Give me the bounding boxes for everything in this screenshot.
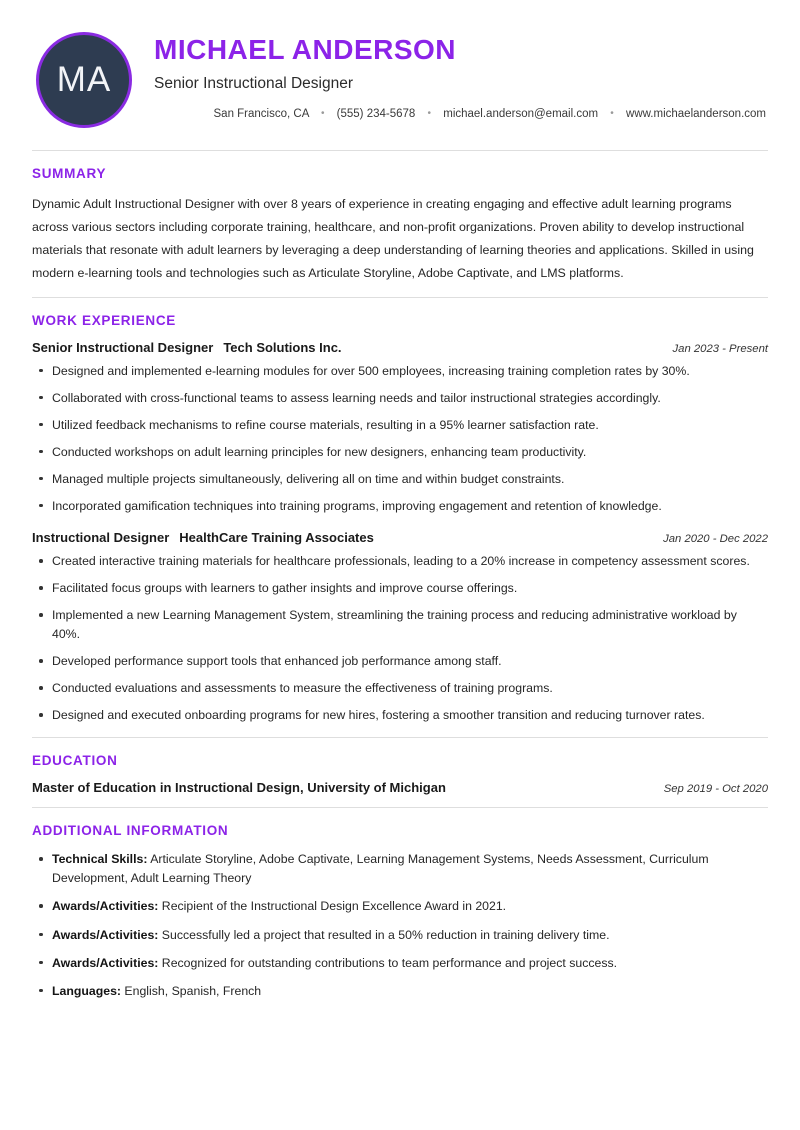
contact-separator-icon: •	[427, 108, 432, 120]
experience-entry-header	[32, 530, 768, 545]
experience-title-company	[32, 530, 374, 545]
additional-information-value: Recognized for outstanding contributions to team performance and project success.	[158, 955, 618, 970]
experience-bullet: Incorporated gamification techniques into training programs, improving engagement and retention of knowledge.	[32, 497, 768, 516]
additional-information-value: English, Spanish, French	[121, 983, 262, 998]
avatar-initials: MA	[56, 60, 112, 99]
experience-title-company	[32, 340, 342, 355]
section-divider	[32, 737, 768, 738]
additional-information-item	[32, 850, 768, 888]
additional-information-label: Awards/Activities:	[52, 899, 159, 914]
section-title-education: EDUCATION	[32, 753, 118, 769]
additional-information-label: Languages:	[52, 983, 122, 998]
experience-bullet: Created interactive training materials for healthcare professionals, leading to a 20% increase in competency assessment scores.	[32, 552, 768, 571]
section-summary	[32, 138, 768, 285]
experience-company: Tech Solutions Inc.	[223, 339, 342, 355]
education-body	[32, 780, 768, 795]
section-divider	[32, 297, 768, 298]
section-additional-information	[32, 795, 768, 1000]
section-divider	[32, 150, 768, 151]
section-title-work-experience: WORK EXPERIENCE	[32, 312, 177, 328]
summary-text: Dynamic Adult Instructional Designer with over 8 years of experience in creating engaging and effective adult learning programs across various sectors including corporate training, healthcare, and non-profit organizations. Proven ability to develop instructional materials that resonate with adult learners by leveraging a deep understanding of learning theories and applications. Skilled in using modern e-learning tools and technologies such as Articulate Storyline, Adobe Captivate, and LMS platforms.	[32, 197, 754, 280]
experience-bullet: Collaborated with cross-functional teams to assess learning needs and tailor instructional strategies accordingly.	[32, 389, 768, 408]
header-job-subtitle: Senior Instructional Designer	[154, 75, 354, 93]
additional-information-list	[32, 850, 768, 1000]
experience-bullet: Conducted workshops on adult learning principles for new designers, enhancing team productivity.	[32, 443, 768, 462]
experience-dates: Jan 2023 - Present	[672, 342, 768, 355]
experience-entry	[32, 340, 768, 516]
experience-bullet: Implemented a new Learning Management System, streamlining the training process and reducing administrative workload by 40%.	[32, 606, 768, 644]
experience-bullet: Managed multiple projects simultaneously, delivering all on time and within budget constraints.	[32, 470, 768, 489]
experience-bullet-list	[32, 362, 768, 516]
experience-bullet-list	[32, 552, 768, 725]
section-title-additional-information: ADDITIONAL INFORMATION	[32, 823, 229, 839]
section-title-summary: SUMMARY	[32, 166, 107, 181]
education-dates: Sep 2019 - Oct 2020	[663, 783, 768, 796]
experience-bullet: Conducted evaluations and assessments to measure the effectiveness of training programs.	[32, 679, 768, 698]
section-education	[32, 725, 768, 795]
section-work-experience	[32, 285, 768, 726]
additional-information-value: Recipient of the Instructional Design Excellence Award in 2021.	[158, 899, 507, 914]
experience-company: HealthCare Training Associates	[179, 530, 374, 546]
contact-separator-icon: •	[610, 108, 614, 120]
resume-header	[32, 0, 768, 138]
contact-line	[154, 108, 768, 120]
work-experience-body	[32, 340, 768, 726]
contact-location: San Francisco, CA	[213, 107, 309, 120]
additional-information-label: Awards/Activities:	[52, 955, 159, 970]
experience-entry-header	[32, 340, 768, 355]
page-title: MICHAEL ANDERSON	[154, 34, 457, 65]
experience-job-title: Senior Instructional Designer	[32, 339, 214, 355]
summary-body	[32, 193, 768, 285]
education-degree: Master of Education in Instructional Design, University of Michigan	[32, 780, 446, 796]
additional-information-item	[32, 982, 768, 1001]
additional-information-label: Awards/Activities:	[52, 927, 159, 942]
additional-information-body	[32, 850, 768, 1000]
additional-information-value: Articulate Storyline, Adobe Captivate, Learning Management Systems, Needs Assessment, Curriculum Development, Adult Learning Theory	[52, 852, 709, 886]
experience-bullet: Designed and executed onboarding programs for new hires, fostering a smoother transition and reducing turnover rates.	[32, 706, 768, 725]
additional-information-item	[32, 897, 768, 916]
additional-information-item	[32, 926, 768, 945]
contact-phone[interactable]: (555) 234-5678	[336, 107, 416, 120]
section-divider	[32, 807, 768, 808]
experience-bullet: Developed performance support tools that enhanced job performance among staff.	[32, 652, 768, 671]
contact-website[interactable]: www.michaelanderson.com	[626, 107, 766, 120]
contact-email[interactable]: michael.anderson@email.com	[443, 107, 599, 120]
experience-entry	[32, 530, 768, 725]
header-text-block	[132, 28, 768, 120]
additional-information-item	[32, 954, 768, 973]
experience-bullet: Utilized feedback mechanisms to refine course materials, resulting in a 95% learner satisfaction rate.	[32, 416, 768, 435]
education-entry	[32, 780, 768, 795]
contact-separator-icon: •	[320, 108, 325, 120]
experience-bullet: Facilitated focus groups with learners to gather insights and improve course offerings.	[32, 579, 768, 598]
experience-bullet: Designed and implemented e-learning modules for over 500 employees, increasing training completion rates by 30%.	[32, 362, 768, 381]
additional-information-value: Successfully led a project that resulted in a 50% reduction in training delivery time.	[158, 927, 610, 942]
experience-job-title: Instructional Designer	[32, 530, 170, 546]
additional-information-label: Technical Skills:	[52, 852, 148, 867]
experience-dates: Jan 2020 - Dec 2022	[663, 533, 768, 546]
avatar	[36, 32, 132, 128]
